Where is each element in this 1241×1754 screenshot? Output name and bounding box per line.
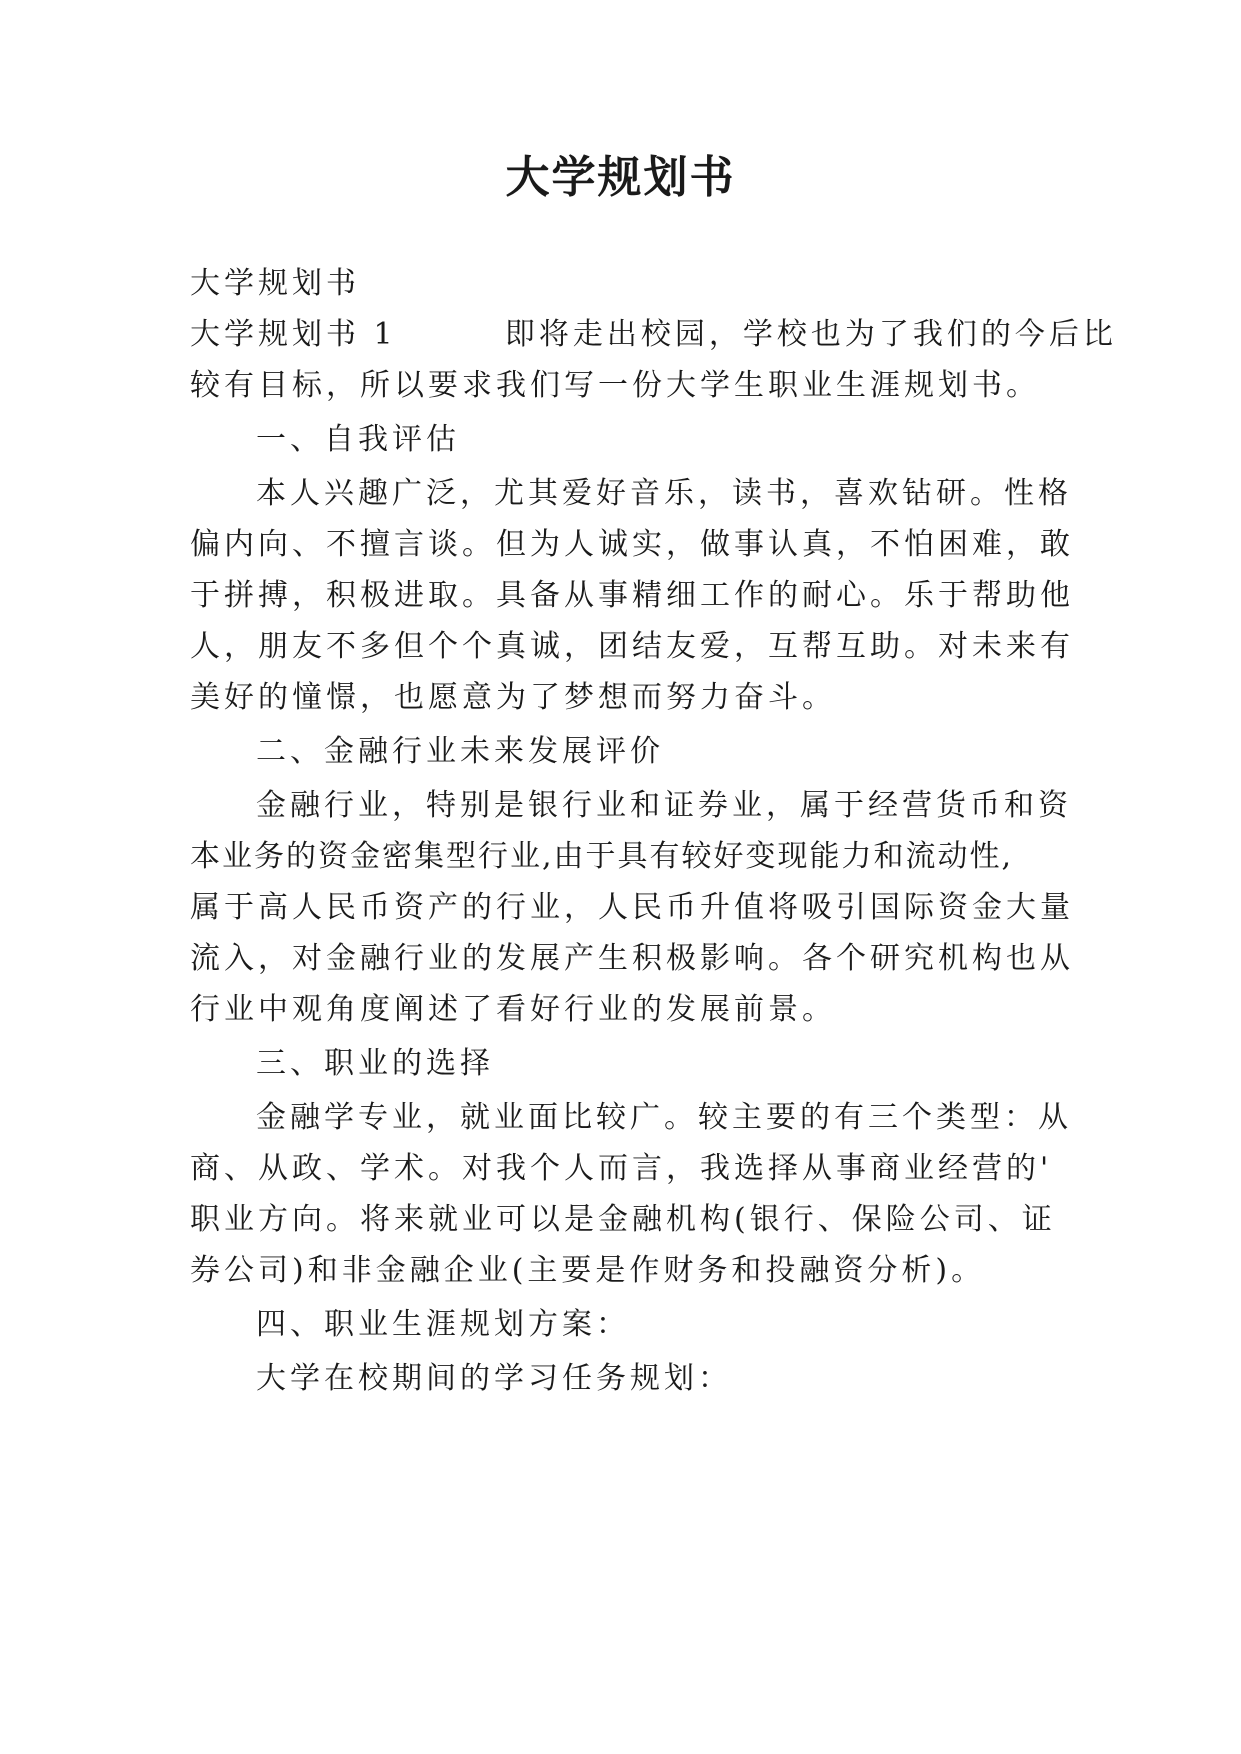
paragraph-line: 券公司)和非金融企业(主要是作财务和投融资分析)。 [190,1253,986,1288]
paragraph-line: 职业方向。将来就业可以是金融机构(银行、保险公司、证 [190,1202,1056,1237]
paragraph-line: 流入，对金融行业的发展产生积极影响。各个研究机构也从 [190,941,1074,976]
paragraph-line: 本人兴趣广泛，尤其爱好音乐，读书，喜欢钻研。性格 [256,476,1072,511]
paragraph-line: 行业中观角度阐述了看好行业的发展前景。 [190,992,836,1027]
paragraph-line: 于拼搏，积极进取。具备从事精细工作的耐心。乐于帮助他 [190,578,1074,613]
document-title: 大学规划书 [505,152,736,203]
paragraph-line: 较有目标，所以要求我们写一份大学生职业生涯规划书。 [190,368,1040,403]
paragraph-line: 大学规划书 1 即将走出校园，学校也为了我们的今后比 [190,317,1117,352]
paragraph-line: 金融学专业，就业面比较广。较主要的有三个类型：从 [256,1100,1072,1135]
section-heading-1: 一、自我评估 [256,422,460,457]
paragraph-line: 美好的憧憬，也愿意为了梦想而努力奋斗。 [190,680,836,715]
paragraph-line: 商、从政、学术。对我个人而言，我选择从事商业经营的' [190,1151,1053,1186]
paragraph-line: 大学在校期间的学习任务规划： [256,1361,732,1396]
paragraph-line: 本业务的资金密集型行业,由于具有较好变现能力和流动性, [190,839,1014,874]
paragraph-line: 金融行业，特别是银行业和证券业，属于经营货币和资 [256,788,1072,823]
paragraph-line: 人，朋友不多但个个真诚，团结友爱，互帮互助。对未来有 [190,629,1074,664]
doc-heading: 大学规划书 [190,266,360,301]
section-heading-4: 四、职业生涯规划方案： [256,1307,630,1342]
paragraph-line: 偏内向、不擅言谈。但为人诚实，做事认真，不怕困难，敢 [190,527,1074,562]
section-heading-2: 二、金融行业未来发展评价 [256,734,664,769]
section-heading-3: 三、职业的选择 [256,1046,494,1081]
paragraph-line: 属于高人民币资产的行业，人民币升值将吸引国际资金大量 [190,890,1074,925]
